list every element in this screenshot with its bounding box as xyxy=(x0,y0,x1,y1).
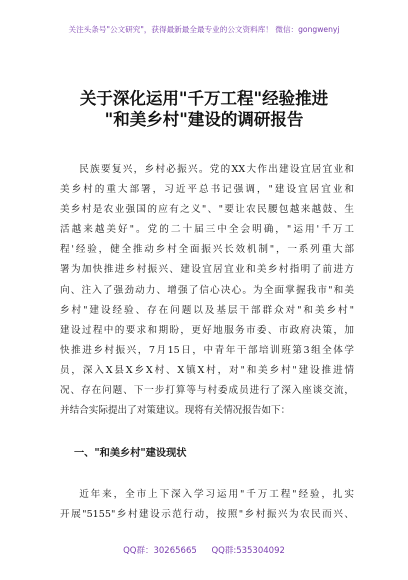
text-line: 向、注入了强劲动力、增强了信心决心。为全面掌握我市"和美 xyxy=(60,284,354,296)
text-line: 况、存在问题、下一步打算等与村委成员进行了深入座谈交流， xyxy=(60,385,354,397)
title-line-1: 关于深化运用"千万工程"经验推进 xyxy=(79,89,329,108)
header-banner: 关注头条号"公文研究"，获得最新最全最专业的公文资料库！ 微信：gongwenyj xyxy=(68,25,340,34)
text-line: 美乡村的重大部署，习近平总书记强调，"建设宜居宜业和 xyxy=(60,184,354,196)
text-line: 近年来，全市上下深入学习运用"千万工程"经验，扎实 xyxy=(79,489,354,500)
text-line: 快推进乡村振兴，7月15日，中青年干部培训班第3组全体学 xyxy=(60,344,354,356)
text-line: 美乡村是农业强国的应有之义"、"要让农民腰包越来越鼓、生 xyxy=(60,204,354,216)
footer-qq-1: QQ群：30265665 xyxy=(123,546,197,556)
footer xyxy=(0,544,408,556)
document-title xyxy=(0,88,408,130)
paragraph-intro xyxy=(60,160,354,421)
text-line: 民族要复兴，乡村必振兴。党的XX大作出建设宜居宜业和 xyxy=(79,164,354,175)
title-line-2: "和美乡村"建设的调研报告 xyxy=(104,110,304,129)
text-line: 建设过程中的要求和期盼，更好地服务市委、市政府决策，加 xyxy=(60,324,354,336)
text-line: 乡村"建设经验、存在问题以及基层干部群众对"和美乡村" xyxy=(60,304,354,316)
text-line: 程'经验，健全推动乡村全面振兴长效机制"，一系列重大部 xyxy=(60,244,354,256)
text-line: 署为加快推进乡村振兴、建设宜居宜业和美乡村指明了前进方 xyxy=(60,264,354,276)
footer-qq-2: QQ群:535304092 xyxy=(211,546,285,556)
text-line: 开展"5155"乡村建设示范行动，按照"乡村振兴为农民而兴、 xyxy=(60,509,354,521)
paragraph-status xyxy=(60,485,354,525)
text-line: 活越来越美好"。党的二十届三中全会明确，"运用'千万工 xyxy=(60,224,354,236)
section-heading: 一、"和美乡村"建设现状 xyxy=(74,448,187,459)
text-line: 员，深入X县X乡X村、X镇X村，对"和美乡村"建设推进情 xyxy=(60,364,354,376)
text-line: 并结合实际提出了对策建议。现将有关情况报告如下： xyxy=(60,405,291,417)
